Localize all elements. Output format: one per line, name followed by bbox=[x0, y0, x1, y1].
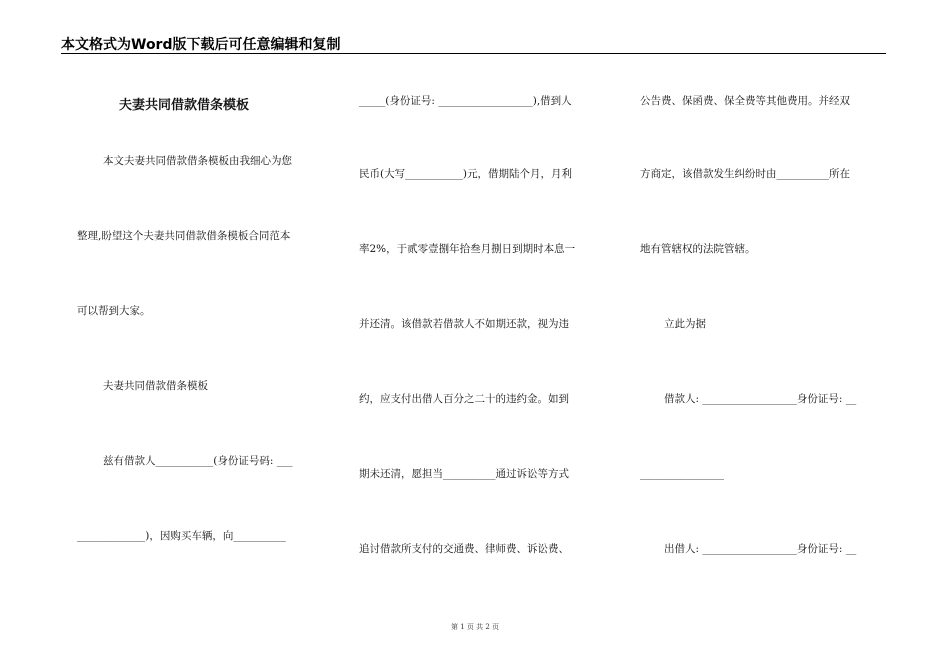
paragraph-line: 方商定，该借款发生纠纷时由__________所在 bbox=[640, 168, 850, 180]
paragraph-line: 兹有借款人___________(身份证号码: ___ bbox=[103, 455, 293, 467]
closing-line: 立此为据 bbox=[664, 318, 706, 330]
borrower-id-continuation: ________________ bbox=[640, 468, 724, 480]
section-heading: 夫妻共同借款借条模板 bbox=[103, 380, 208, 392]
paragraph-line: 民币(大写___________)元，借期陆个月，月利 bbox=[359, 168, 572, 180]
paragraph-line: 并还清。该借款若借款人不如期还款，视为违 bbox=[359, 318, 569, 330]
borrower-signature-line: 借款人: __________________身份证号: __ bbox=[664, 393, 857, 405]
header-divider bbox=[61, 53, 886, 54]
paragraph-line: 约，应支付出借人百分之二十的违约金。如到 bbox=[359, 393, 569, 405]
paragraph-line: 追讨借款所支付的交通费、律师费、诉讼费、 bbox=[359, 543, 569, 555]
paragraph-line: _____________)，因购买车辆，向__________ bbox=[77, 530, 286, 542]
lender-signature-line: 出借人: __________________身份证号: __ bbox=[664, 543, 857, 555]
document-header: 本文格式为Word版下载后可任意编辑和复制 bbox=[61, 37, 341, 53]
paragraph-line: 整理,盼望这个夫妻共同借款借条模板合同范本 bbox=[77, 230, 291, 242]
paragraph-line: 率2%，于贰零壹捌年拾叁月捌日到期时本息一 bbox=[359, 243, 576, 255]
paragraph-line: 公告费、保函费、保全费等其他费用。并经双 bbox=[640, 95, 850, 107]
document-title: 夫妻共同借款借条模板 bbox=[119, 98, 250, 113]
page-number: 第 1 页 共 2 页 bbox=[450, 623, 500, 631]
paragraph-line: 地有管辖权的法院管辖。 bbox=[640, 243, 756, 255]
paragraph-line: 本文夫妻共同借款借条模板由我细心为您 bbox=[103, 155, 292, 167]
paragraph-line: 期未还清，愿担当__________通过诉讼等方式 bbox=[359, 468, 569, 480]
paragraph-line: 可以帮到大家。 bbox=[77, 305, 151, 317]
paragraph-line: _____(身份证号: __________________),借到人 bbox=[359, 95, 572, 107]
